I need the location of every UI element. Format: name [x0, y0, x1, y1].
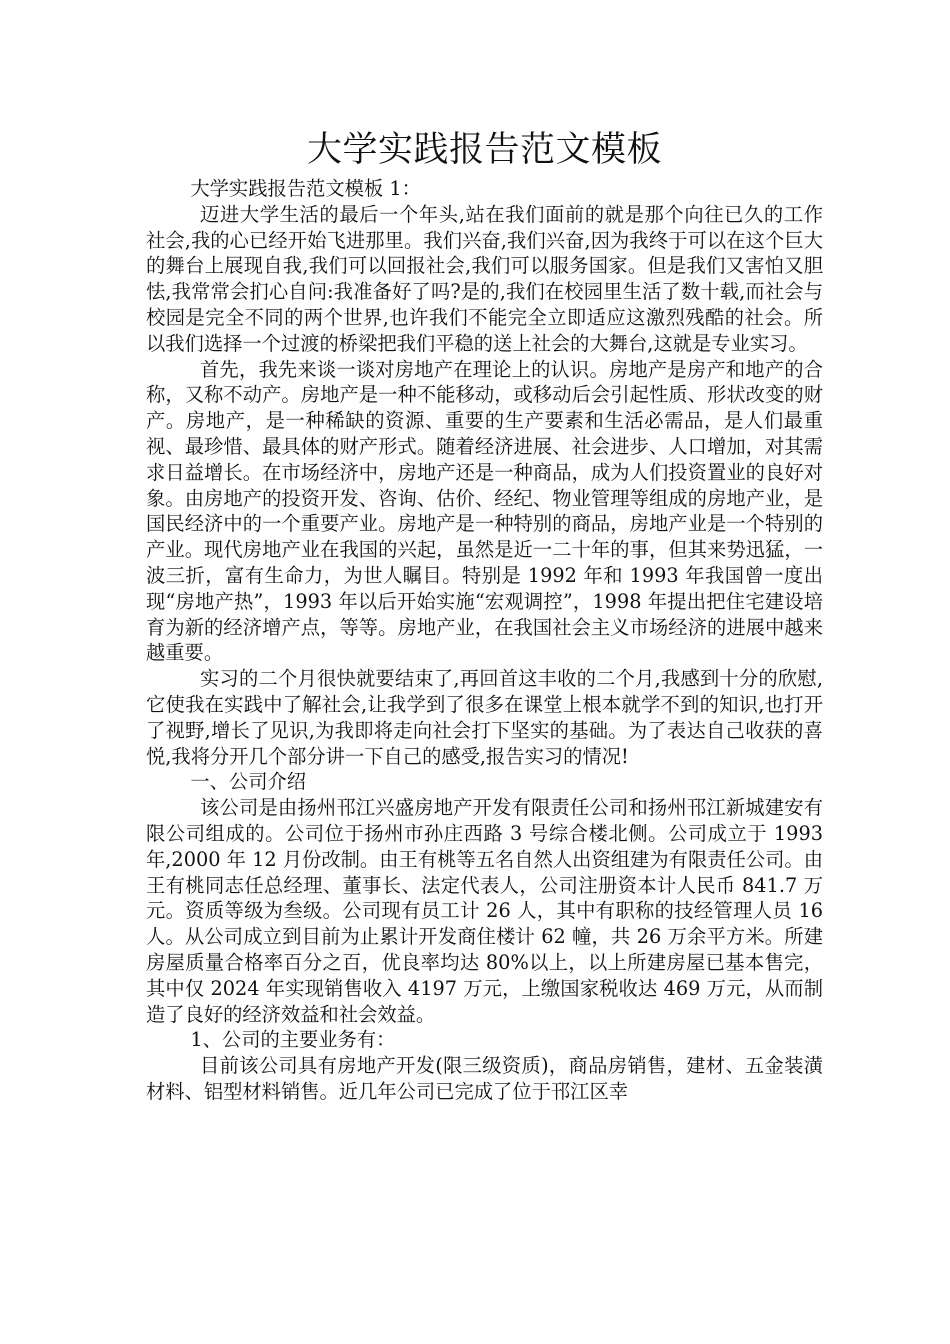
paragraph: 该公司是由扬州邗江兴盛房地产开发有限责任公司和扬州邗江新城建安有限公司组成的。公司位于扬州市孙庄西路 3 号综合楼北侧。公司成立于 1993 年,2000 年 12 月份改制。由王有桃等五名自然人出资组建为有限责任公司。由王有桃同志任总经理、董事长、法定代表人，公司注册资本计人民币 841.7 万元。资质等级为叁级。公司现有员工计 26 人，其中有职称的技经管理人员 16 人。从公司成立到目前为止累计开发商住楼计 62 幢，共 26 万余平方米。所建房屋质量合格率百分之百，优良率均达 80%以上，以上所建房屋已基本售完，其中仅 2024 年实现销售收入 4197 万元，上缴国家税收达 469 万元，从而制造了良好的经济效益和社会效益。: [146, 796, 823, 1026]
section-heading: 1、公司的主要业务有：: [190, 1028, 396, 1052]
section-heading: 一、公司介绍: [190, 770, 307, 794]
section-heading: 大学实践报告范文模板 1：: [190, 177, 421, 200]
paragraph: 迈进大学生活的最后一个年头,站在我们面前的就是那个向往已久的工作社会,我的心已经开始飞进那里。我们兴奋,我们兴奋,因为我终于可以在这个巨大的舞台上展现自我,我们可以回报社会,我们可以服务国家。但是我们又害怕又胆怯,我常常会扪心自问:我准备好了吗?是的,我们在校园里生活了数十载,而社会与校园是完全不同的两个世界,也许我们不能完全立即适应这激烈残酷的社会。所以我们选择一个过渡的桥梁把我们平稳的送上社会的大舞台,这就是专业实习。: [146, 202, 823, 355]
paragraph: 目前该公司具有房地产开发(限三级资质)，商品房销售，建材、五金装潢材料、铝型材料销售。近几年公司已完成了位于邗江区幸: [146, 1054, 823, 1103]
document-page: [146, 128, 823, 1105]
paragraph: 实习的二个月很快就要结束了,再回首这丰收的二个月,我感到十分的欣慰,它使我在实践中了解社会,让我学到了很多在课堂上根本就学不到的知识,也打开了视野,增长了见识,为我即将走向社会打下坚实的基础。为了表达自己收获的喜悦,我将分开几个部分讲一下自己的感受,报告实习的情况!: [146, 667, 823, 768]
document-title: 大学实践报告范文模板: [306, 130, 662, 170]
document-body: [146, 176, 823, 1105]
paragraph: 首先，我先来谈一谈对房地产在理论上的认识。房地产是房产和地产的合称，又称不动产。房地产是一种不能移动，或移动后会引起性质、形状改变的财产。房地产，是一种稀缺的资源、重要的生产要素和生活必需品，是人们最重视、最珍惜、最具体的财产形式。随着经济进展、社会进步、人口增加，对其需求日益增长。在市场经济中，房地产还是一种商品，成为人们投资置业的良好对象。由房地产的投资开发、咨询、估价、经纪、物业管理等组成的房地产业，是国民经济中的一个重要产业。房地产是一种特别的商品，房地产业是一个特别的产业。现代房地产业在我国的兴起，虽然是近一二十年的事，但其来势迅猛，一波三折，富有生命力，为世人瞩目。特别是 1992 年和 1993 年我国曾一度出现“房地产热”，1993 年以后开始实施“宏观调控”，1998 年提出把住宅建设培育为新的经济增产点，等等。房地产业，在我国社会主义市场经济的进展中越来越重要。: [146, 357, 823, 665]
